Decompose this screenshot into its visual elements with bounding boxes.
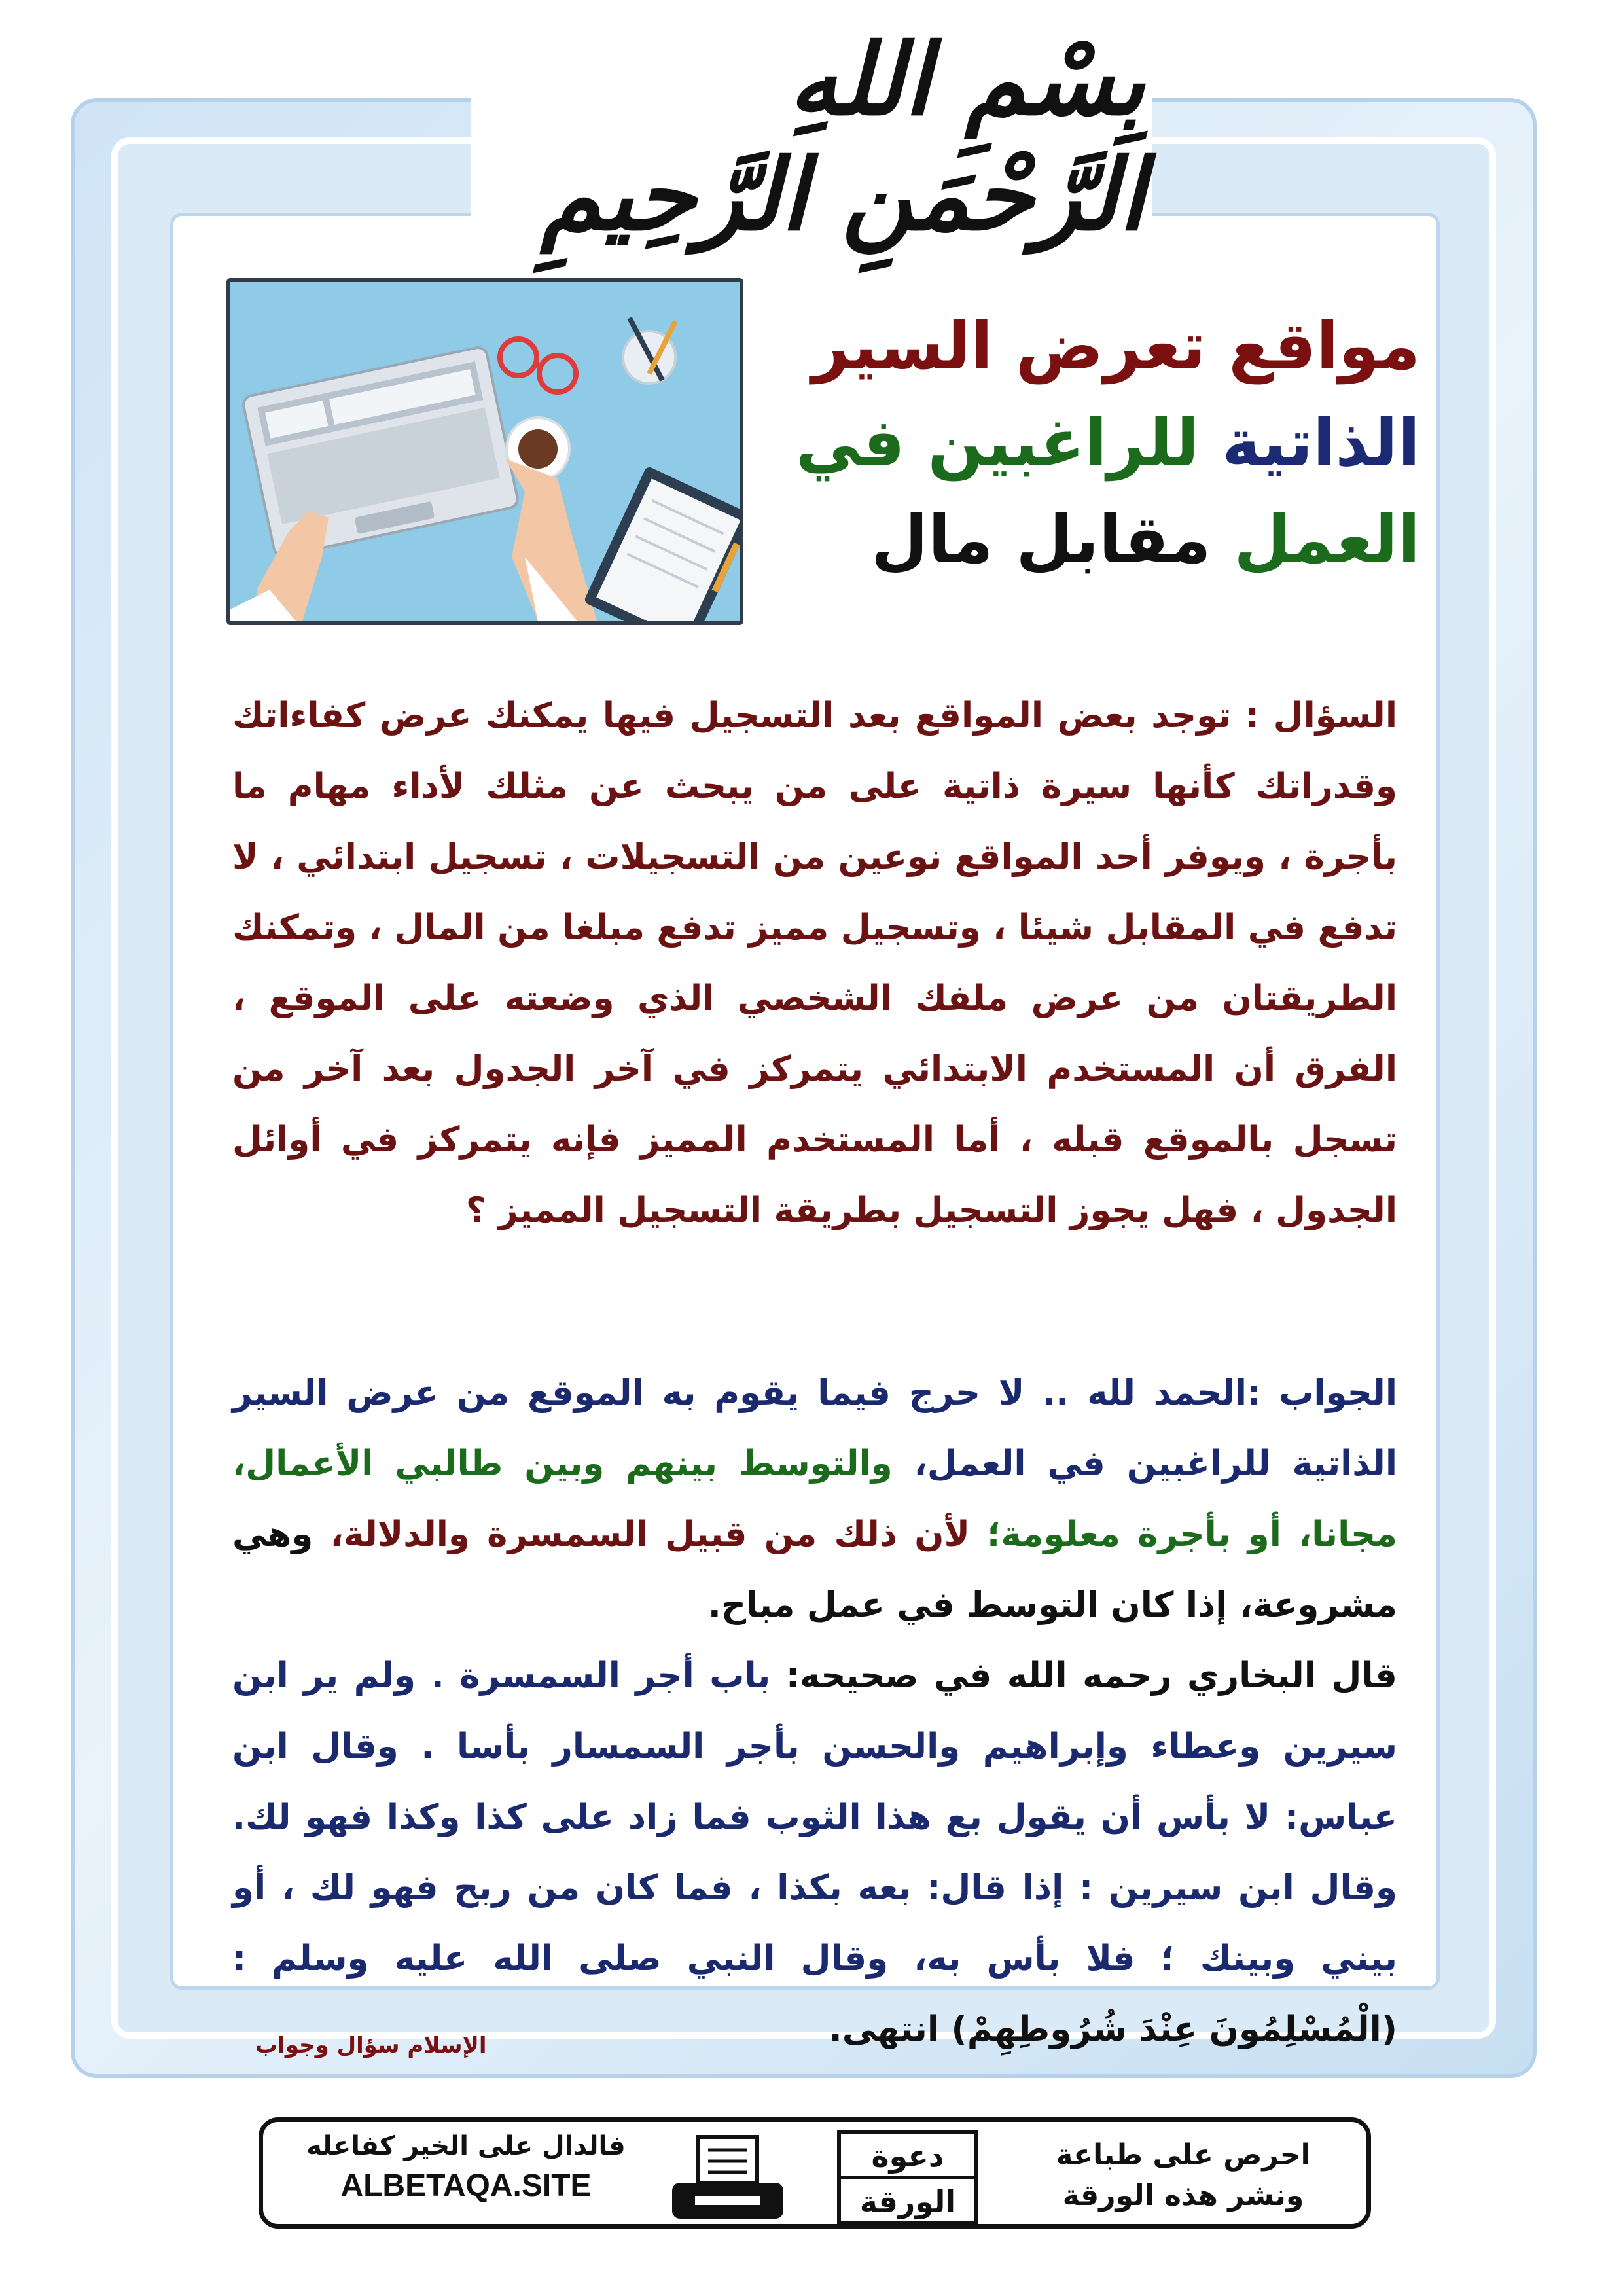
answer-section bbox=[232, 1358, 1397, 2065]
bukhari-intro: قال البخاري رحمه الله في صحيحه: bbox=[785, 1656, 1398, 1696]
dawah-logo-mark bbox=[836, 2128, 980, 2227]
basmala-calligraphy: بِسْمِ اللهِ الرَّحْمَنِ الرَّحِيمِ bbox=[541, 22, 1145, 253]
laptop-desk-illustration bbox=[230, 282, 740, 621]
header-illustration bbox=[226, 278, 743, 625]
footer-print-line-2: ونشر هذه الورقة bbox=[1062, 2179, 1304, 2212]
title-line-2-part-1: الذاتية bbox=[1222, 404, 1420, 481]
footer-print-note bbox=[1046, 2135, 1321, 2216]
title-line-3 bbox=[759, 492, 1420, 588]
logo-text-top: دعوة bbox=[871, 2138, 944, 2174]
answer-brokerage: لأن ذلك من قبيل السمسرة والدلالة، bbox=[330, 1515, 970, 1554]
hadith-quote: (الْمُسْلِمُونَ عِنْدَ شُرُوطِهِمْ) انتهى. bbox=[829, 2009, 1397, 2049]
footer-print-line-1: احرص على طباعة bbox=[1056, 2138, 1311, 2172]
title-line-3-part-2: مقابل مال bbox=[871, 501, 1211, 578]
title-line-2 bbox=[759, 395, 1420, 492]
page-title bbox=[759, 298, 1420, 588]
title-line-3-part-1: العمل bbox=[1234, 501, 1420, 578]
printer-icon bbox=[669, 2134, 787, 2225]
question-paragraph: السؤال : توجد بعض المواقع بعد التسجيل فيها يمكنك عرض كفاءاتك وقدراتك كأنها سيرة ذاتية على من يبحث عن مثلك لأداء مهام ما بأجرة ، ويوفر أحد المواقع نوعين من التسجيلات ، تسجيل ابتدائي ، لا تدفع في المقابل شيئا ، وتسجيل مميز تدفع مبلغا من المال ، وتمكنك الطريقتان من عرض ملفك الشخصي الذي وضعته على الموقع ، الفرق أن المستخدم الابتدائي يتمركز في آخر الجدول بعد آخر من تسجل بالموقع قبله ، أما المستخدم المميز فإنه يتمركز في أوائل الجدول ، فهل يجوز التسجيل بطريقة التسجيل المميز ؟ bbox=[232, 696, 1397, 1230]
footer-bar bbox=[259, 2117, 1371, 2229]
answer-paragraph-2 bbox=[232, 1641, 1397, 2065]
answer-intro: الجواب :الحمد لله .. لا حرج فيما يقوم به الموقع من عرض السير الذاتية للراغبين في العمل، bbox=[232, 1373, 1397, 1484]
title-line-2-part-2: للراغبين في bbox=[796, 404, 1200, 481]
source-credit: الإسلام سؤال وجواب bbox=[255, 2032, 487, 2058]
answer-mediation: والتوسط بينهم وبين طالبي الأعمال، مجانا، أو بأجرة معلومة؛ bbox=[232, 1444, 1397, 1554]
logo-text-bottom: الورقة bbox=[859, 2184, 956, 2219]
bukhari-quote: باب أجر السمسرة . ولم ير ابن سيرين وعطاء وإبراهيم والحسن بأجر السمسار بأسا . وقال ابن عباس: لا بأس أن يقول بع هذا الثوب فما زاد على كذا وكذا فهو لك. وقال ابن سيرين : إذا قال: بعه بكذا ، فما كان من ربح فهو لك ، أو بيني وبينك ؛ فلا بأس به، وقال النبي صلى الله عليه وسلم : bbox=[232, 1656, 1397, 1979]
answer-permissible: وهي مشروعة، إذا كان التوسط في عمل مباح. bbox=[232, 1515, 1397, 1625]
answer-paragraph-1 bbox=[232, 1358, 1397, 1641]
website-link[interactable]: ALBETAQA.SITE bbox=[340, 2168, 592, 2203]
title-line-1: مواقع تعرض السير bbox=[812, 308, 1420, 384]
footer-website-block bbox=[302, 2131, 630, 2204]
dawah-logo bbox=[836, 2128, 980, 2227]
footer-proverb: فالدال على الخير كفاعله bbox=[306, 2131, 626, 2161]
